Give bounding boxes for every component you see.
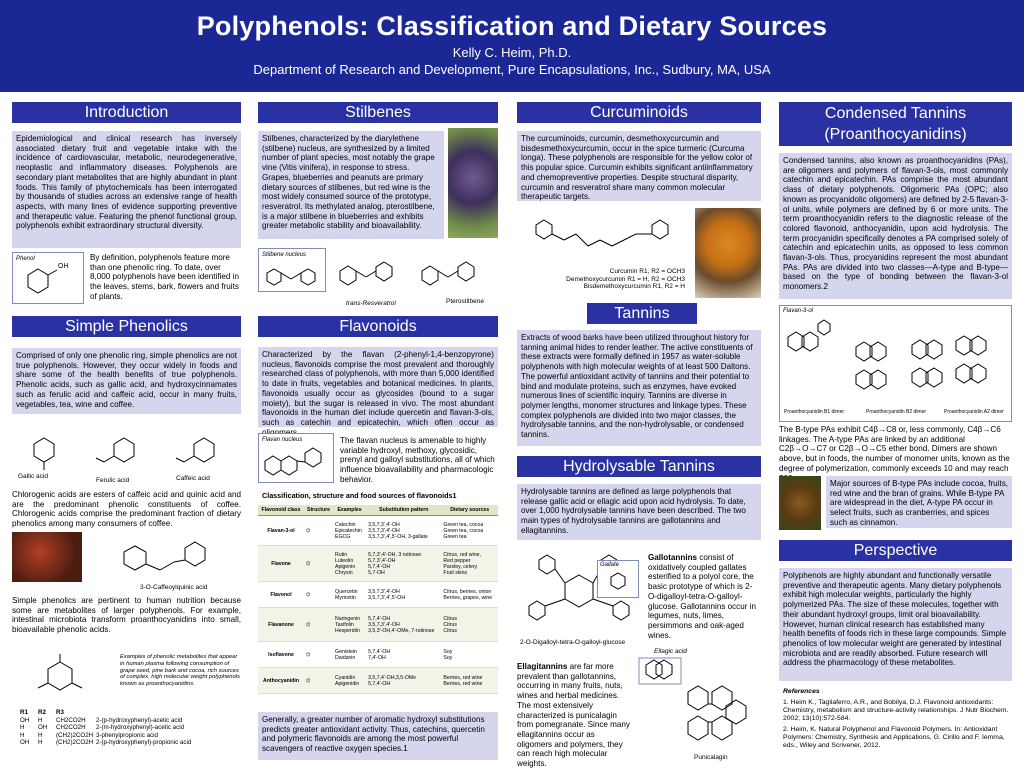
dimer-b1-label: Proanthocyanidin B1 dimer (784, 409, 845, 415)
metabolite-row: H H (CH2)2CO2H 3-phenylpropionic acid (20, 731, 158, 739)
punicalagin-label: Punicalagin (694, 754, 728, 761)
references-title: References (783, 688, 820, 695)
ellagitannins-text: Ellagitannins are far more prevalent than gallotannins, occurring in many fruits, nuts, wines and herbal medicines. The most extensively characterized is punicalagin from pomegranate. Since many ellagitannins occur as oligomers and polymers, they can reach high molecular weights. (517, 662, 630, 769)
simple-text-3: Simple phenolics are pertinent to human nutrition because some are metabolites of larger polyphenols. For example, intestinal microbiota transform proanthocyanidins into small, bioavailable phenolic acids. (12, 596, 241, 635)
flavan-3-ol-label: Flavan-3-ol (783, 308, 814, 314)
flavan-side-text: The flavan nucleus is amenable to highly variable hydroxyl, methoxy, glycosidic, prenyl and galloyl substitutions, all of which influence bioavailability and pharmacologic behavior. (340, 436, 495, 484)
flavonoids-bottom-text: Generally, a greater number of aromatic hydroxyl substitutions predicts greater antioxidant activity. Thus, catechins, quercetin and polymeric flavonoids are among the most powerful scavengers of reactive oxygen species.1 (258, 712, 498, 760)
resveratrol-pterostilbene-structures (330, 244, 500, 304)
intro-side-text: By definition, polyphenols feature more than one phenolic ring. To date, over 8,000 polyphenols have been identified in the leaves, stems, bark, flowers and fruits of plants. (90, 253, 239, 301)
flavan-nucleus-figure (258, 433, 334, 483)
references (783, 688, 1009, 750)
cocoa-pod-photo (779, 476, 821, 530)
dimer-b2-label: Proanthocyanidin B2 dimer (866, 409, 927, 415)
metabolite-row: OH H CH2CO2H 2-(p-hydroxyphenyl)-acetic acid (20, 716, 183, 724)
grapes-photo (448, 128, 498, 238)
table-row: Flavan-3-ol ⌬ Catechin Epicatechin EGCG 3,5,7,3',4'-OH 3,5,7,3',4'-OH 3,5,7,3',4',5'-OH, 3-gallate Green tea, cocoa Green tea, cocoa Green tea (258, 516, 498, 546)
table-row: Flavone ⌬ Rutin Luteolin Apigenin Chrysin 5,7,3',4'-OH, 3 rutinose 5,7,3',4'-OH 5,7,4'-OH 5,7-OH Citrus, red wine, Red pepper Parsley, celery Fruit skins (258, 546, 498, 582)
simple-text-2: Chlorogenic acids are esters of caffeic acid and quinic acid and are the predominant phenolic constituents of coffee. Chlorogenic acids comprise the predominant fraction of dietary phenolics among many consumers of coffee. (12, 490, 241, 529)
hydrolysable-text: Hydrolysable tannins are defined as large polyphenols that release gallic acid or ellagic acid upon acid hydrolysis. To date, over 1,000 hydrolysable tannins have been described. The two main types of hydrolysable tannins are gallotannins and ellagitannins. (517, 484, 761, 540)
metabolite-row: OH H (CH2)2CO2H 2-(p-hydroxyphenyl)-propionic acid (20, 739, 192, 747)
curcuminoids-heading: Curcuminoids (517, 102, 761, 123)
coffee-cherries-photo (12, 532, 82, 582)
chlorogenic-acid-structure (90, 532, 240, 584)
pa-dimer-structures (780, 306, 1011, 406)
pa-dimers-figure (779, 305, 1012, 422)
r2-head: R2 (38, 709, 46, 716)
turmeric-photo (695, 208, 761, 298)
metabolite-table (20, 709, 240, 747)
gallotannins-head: Gallotannins (648, 553, 698, 562)
structure-thumb: ⌬ (304, 642, 333, 668)
tannins-heading: Tannins (587, 303, 697, 324)
affiliation: Department of Research and Development, Pure Encapsulations, Inc., Sudbury, MA, USA (253, 62, 771, 77)
ellagitannins-head: Ellagitannins (517, 662, 568, 671)
flavan-nucleus-label: Flavan nucleus (262, 437, 303, 443)
flavonoids-heading: Flavonoids (258, 316, 498, 337)
ellagic-label: Ellagic acid (654, 648, 687, 655)
metabolite-core-structure (20, 648, 115, 708)
phenol-figure (12, 252, 84, 304)
hydrolysable-heading: Hydrolysable Tannins (517, 456, 761, 477)
gallate-label: Gallate (600, 562, 620, 568)
reference-2: 2. Heim, K. Natural Polyphenol and Flavonoid Polymers. In: Antioxidant Polymers: Chemistry, Synthesis and Applications, G. Cirillo and F. Iemma, eds., Wiley and Scrivener, 2012. (783, 726, 1005, 749)
structure-thumb: ⌬ (304, 516, 333, 546)
flavonoid-table-title: Classification, structure and food sources of flavonoids1 (262, 491, 457, 500)
metabolite-row: H OH CH2CO2H 2-(m-hydroxyphenyl)-acetic acid (20, 724, 185, 732)
ferulic-label: Ferulic acid (96, 477, 130, 484)
curcuminoid-legend: Curcumin R1, R2 = OCH3 Demethoxycurcumin R1 = H, R2 = OCH3 Bisdemethoxycurcumin R1, R2 = H (566, 268, 685, 290)
curcuminoids-text: The curcuminoids, curcumin, desmethoxycurcumin and bisdesmethoxycurcumin, occur in the spice turmeric (Curcuma longa). These polyphenols are responsible for the yellow color of this popular spice. Curcumin exhibits significant antiinflammatory and chemopreventive properties. Despite structural disparity, curcumin and resveratrol share many common molecular therapeutic targets. (517, 131, 761, 201)
metabolite-note: Examples of phenolic metabolites that appear in human plasma following consumption of grape seed, pine bark and cocoa, rich sources of complex, high molecular weight polyphenols known as proanthocyanidins. (120, 654, 240, 688)
cqa-label: 3-O-Caffeoylquinic acid (140, 584, 208, 591)
poster-header (0, 0, 1024, 92)
perspective-text: Polyphenols are highly abundant and functionally versatile preventive and therapeutic agents. Many dietary polyphenols exhibit high molecular weights, particularly the highly polymerized PAs. The size of these molecules, together with their abundant hydroxyl groups, limit oral bioavailability. However, human clinical research has established many health benefits of foods rich in these large compounds. Simple phenolics of low molecular weight are generated by intestinal microbiota and are readily absorbed. Future research will address the pharmacology of these metabolites. (779, 568, 1012, 681)
table-row: Flavonol ⌬ Quercetin Myricetin 3,5,7,3',4'-OH 3,5,7,3',4',5'-OH Citrus, berries, onion Berries, grapes, wine (258, 582, 498, 608)
structure-thumb: ⌬ (304, 608, 333, 642)
flavonoids-text: Characterized by the flavan (2-phenyl-1,4-benzopyrone) nucleus, flavonoids comprise the most prevalent and thoroughly researched class of polyphenols, with more than 5,000 identified to date in fruits, vegetables and botanical medicines. In plants, flavonoids usually occur as glycosides (bound to a sugar moiety), but the sugar is released in vivo. The most abundant flavonoids in the human diet include quercetin and flavan-3-ols, such as catechin and epicatechin, which often occur as (258, 347, 498, 427)
col-examples: Examples (333, 505, 366, 516)
poster-title: Polyphenols: Classification and Dietary Sources (196, 11, 828, 41)
flavonoid-table (258, 505, 498, 705)
gallotannins-text: Gallotannins consist of oxidatively coupled gallates esterified to a polyol core, the basic prototype of which is 2-O-digalloyl-tetra-O-galloyl-glucose. Gallotannins occur in legumes, nuts, limes, persimmons and oak-aged wines. (648, 553, 756, 640)
author: Kelly C. Heim, Ph.D. (452, 45, 572, 60)
reference-1: 1. Heim K., Tagliaferro, A.R., and Bobilya, D.J. Flavonoid antioxidants: Chemistry, metabolism and structure-activity relationships. J Nutr Biochem. 2002; 13(10):572-584. (783, 699, 1009, 722)
structure-thumb: ⌬ (304, 546, 333, 582)
stilbene-nucleus-label: Stilbene nucleus (262, 252, 307, 258)
phenol-label: Phenol (16, 256, 35, 262)
stilbenes-heading: Stilbenes (258, 102, 498, 123)
stilbene-nucleus-figure (258, 248, 326, 292)
col-sources: Dietary sources (441, 505, 498, 516)
perspective-heading: Perspective (779, 540, 1012, 561)
gallic-label: Gallic acid (18, 473, 48, 480)
r3-head: R3 (56, 709, 64, 716)
phenol-oh: OH (58, 263, 69, 270)
structure-thumb: ⌬ (304, 668, 333, 694)
caffeic-label: Caffeic acid (176, 475, 210, 482)
structure-thumb: ⌬ (304, 582, 333, 608)
gallate-figure (597, 560, 639, 598)
simple-heading: Simple Phenolics (12, 316, 241, 337)
table-row: Isoflavone ⌬ Genistein Daidzein 5,7,4'-OH 7,4'-OH Soy Soy (258, 642, 498, 668)
stilbenes-text: Stilbenes, characterized by the diarylethene (stilbene) nucleus, are synthesized by a limited number of plant species, most notably the grape vine (Vitis vinifera), in response to stress. Grapes, blueberries and peanuts are primary dietary sources of stilbenes, but red wine is the most widely consumed source of the prototype, resveratrol. Its methylated analog, pterostilbene, is a major stilbene in blueberries and exhibits greater metabolic stability and bioavailability. (258, 131, 444, 239)
pa-sources-text: Major sources of B-type PAs include cocoa, fruits, red wine and the bran of grains. While B-type PA are widespread in the diet, A-type PA occur in select fruits, such as cranberries, and spices such as cinnamon. (826, 476, 1012, 528)
condensed-text: Condensed tannins, also known as proanthocyanidins (PAs), are oligomers and polymers of flavan-3-ols, most commonly catechin and epicatechin. PAs comprise the most abundant class of dietary polyphenols. Oligomeric PAs (OPC; also known as procyanidolic oligomers) are defined by 2-5 flavan-3-ol units, while polymers are defined by 6 or more units. The term proanthocyanidin refers to the diagnostic release of the colored flavonoid, anthocyanidin, upon acid hydrolysis. The term procyanidin specifically denotes a PA comprised solely of catechin and epicatechin units, as opposed to less common flavan-3-ols. Thus, procyanidins represent the most abundant PAs. PAs are divided into two classes—A-type and B-type—based on the type of bonding between the flavan-3-ol monomers.2 (779, 153, 1012, 299)
curcumin-structure (520, 206, 690, 264)
condensed-heading: Condensed Tannins (Proanthocyanidins) (779, 102, 1012, 146)
pgg-label: 2-O-Digalloyl-tetra-O-galloyl-glucose (520, 639, 626, 646)
table-row: Flavanone ⌬ Naringenin Taxifolin Hesperidin 5,7,4'-OH 3,5,7,3',4'-OH 3,5,3'-OH,4'-OMe, 7-rutinose Citrus Citrus Citrus (258, 608, 498, 642)
col-class: Flavonoid class (258, 505, 304, 516)
pa-linkage-text: The B-type PAs exhibit C4β→C8 or, less commonly, C4β→C6 linkages. The A-type PAs are linked by an additional C2β→O→C7 or C2β→O→C5 ether bond. Dimers are shown above, but in foods, the number of monomer units, known as the degree of polymerization, commonly exceeds 10 and may reach (779, 425, 1010, 473)
intro-heading: Introduction (12, 102, 241, 123)
intro-text: Epidemiological and clinical research has inversely associated dietary fruit and vegetable intake with the incidence of cardiovascular, metabolic, neurodegenerative, neoplastic and inflammatory diseases. Polyphenols are secondary plant metabolites that are highly abundant in plant foods. This family of phytochemicals has been interrogated by thousands of studies across an extensive range of health aspects, with many lines of evidence supporting preventive and therapeutic value. Featuring the phenol functional group, polyphenols exhibit extraordinary structural diversity. (12, 131, 241, 248)
punicalagin-structure (636, 656, 761, 752)
col-substitution: Substitution pattern (366, 505, 441, 516)
r1-head: R1 (20, 709, 28, 716)
resveratrol-label: trans-Resveratrol (346, 300, 396, 307)
col-structure: Structure (304, 505, 333, 516)
simple-text-1: Comprised of only one phenolic ring, simple phenolics are not true polyphenols. However, they occur widely in foods and share some of the health benefits of true polyphenols. Phenolic acids, such as gallic acid, and hydroxycinnamates such as ferulic acid and caffeic acid, occur in many fruits, vegetables, tea, wine and coffee. (12, 348, 241, 414)
dimer-a2-label: Proanthocyanidin A2 dimer (944, 409, 1004, 415)
tannins-text: Extracts of wood barks have been utilized throughout history for tanning animal hides to render leather. The active constituents of these extracts were formally defined in 1957 as water-soluble polyphenols with high molecular weights of at least 500 Daltons. The powerful antioxidant activity of tannins and their potential to bind and modulate proteins, such as enzymes, have evoked numerous lines of scientific inquiry. Tannins are diverse in polymer lengths, monomer structures and linkage types. These complex polyphenols are divided into two major classes, the hydrolysable tannins, and the non-hydrolysable, or condensed tannins. (517, 330, 761, 446)
table-row: Anthocyanidin ⌬ Cyanidin Apigenidin 3,5,7,4'-OH,3,5-OMe 5,7,4'-OH Berries, red wine Berries, red wine (258, 668, 498, 694)
pterostilbene-label: Pterostilbene (446, 298, 484, 305)
